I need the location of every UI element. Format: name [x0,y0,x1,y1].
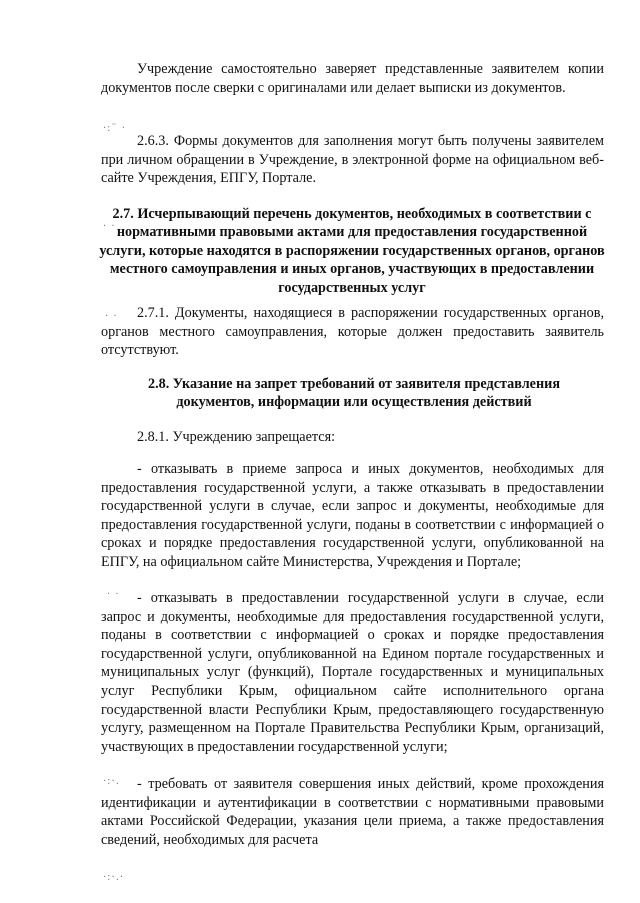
scan-speck: · · [105,311,118,322]
scan-speck: · · [103,221,116,232]
paragraph-2-6-3: 2.6.3. Формы документов для заполнения могут быть получены заявителем при личном обращении в Учреждение, в электронной форме на официальном веб-сайте Учреждения, ЕПГУ, Портале. [101,133,604,187]
scan-speck: ·:¨ · [103,123,126,134]
paragraph-refusal-provision: - отказывать в предоставлении государственной услуги в случае, если запрос и документы, необходимые для предоставления государственной услуги, поданы в соответствии с информацией о сроках и порядке предоставления государственной услуги, опубликованной на Едином портале государственных и муниципальных услуг (функций), Портале государственных и муниципальных услуг Республики Крым, официальном сайте исполнительного органа государственной власти Республики Крым, предоставляющего государственную услугу, размещенном на Портале Правительства Республики Крым, организаций, участвующих в предоставлении государственной услуги; [101,590,604,755]
paragraph-2-7-1: 2.7.1. Документы, находящиеся в распоряжении государственных органов, органов местного самоуправления, которые должен предоставить заявитель отсутствуют. [101,305,604,359]
scan-speck: ·:·.· [103,872,125,883]
scan-speck: ·:·. [103,776,120,787]
section-heading-2-8: 2.8. Указание на запрет требований от заявителя представления документов, информации или осуществления действий [147,376,561,411]
paragraph-copies-certification: Учреждение самостоятельно заверяет представленные заявителем копии документов после сверки с оригиналами или делает выписки из документов. [101,61,604,96]
paragraph-2-8-1: 2.8.1. Учреждению запрещается: [137,429,336,445]
paragraph-refusal-acceptance: - отказывать в приеме запроса и иных документов, необходимых для предоставления государственной услуги, а также отказывать в предоставлении государственной услуги в случае, если запрос и документы, необходимые для предоставления государственной услуги, поданы в соответствии с информацией о сроках и порядке предоставления государственной услуги, опубликованной на ЕПГУ, на официальном сайте Министерства, Учреждения и Портале; [101,461,604,570]
scan-speck: · · [107,589,120,600]
section-heading-2-7: 2.7. Исчерпывающий перечень документов, необходимых в соответствии с нормативными правовыми актами для предоставления государственной услуги, которые находятся в распоряжении государственных органов, органов местного самоуправления и иных органов, участвующих в предоставлении государственных услуг [99,206,605,296]
paragraph-require-actions: - требовать от заявителя совершения иных действий, кроме прохождения идентификации и аутентификации в соответствии с нормативными правовыми актами Российской Федерации, указания цели приема, а также предоставления сведений, необходимых для расчета [101,776,604,848]
